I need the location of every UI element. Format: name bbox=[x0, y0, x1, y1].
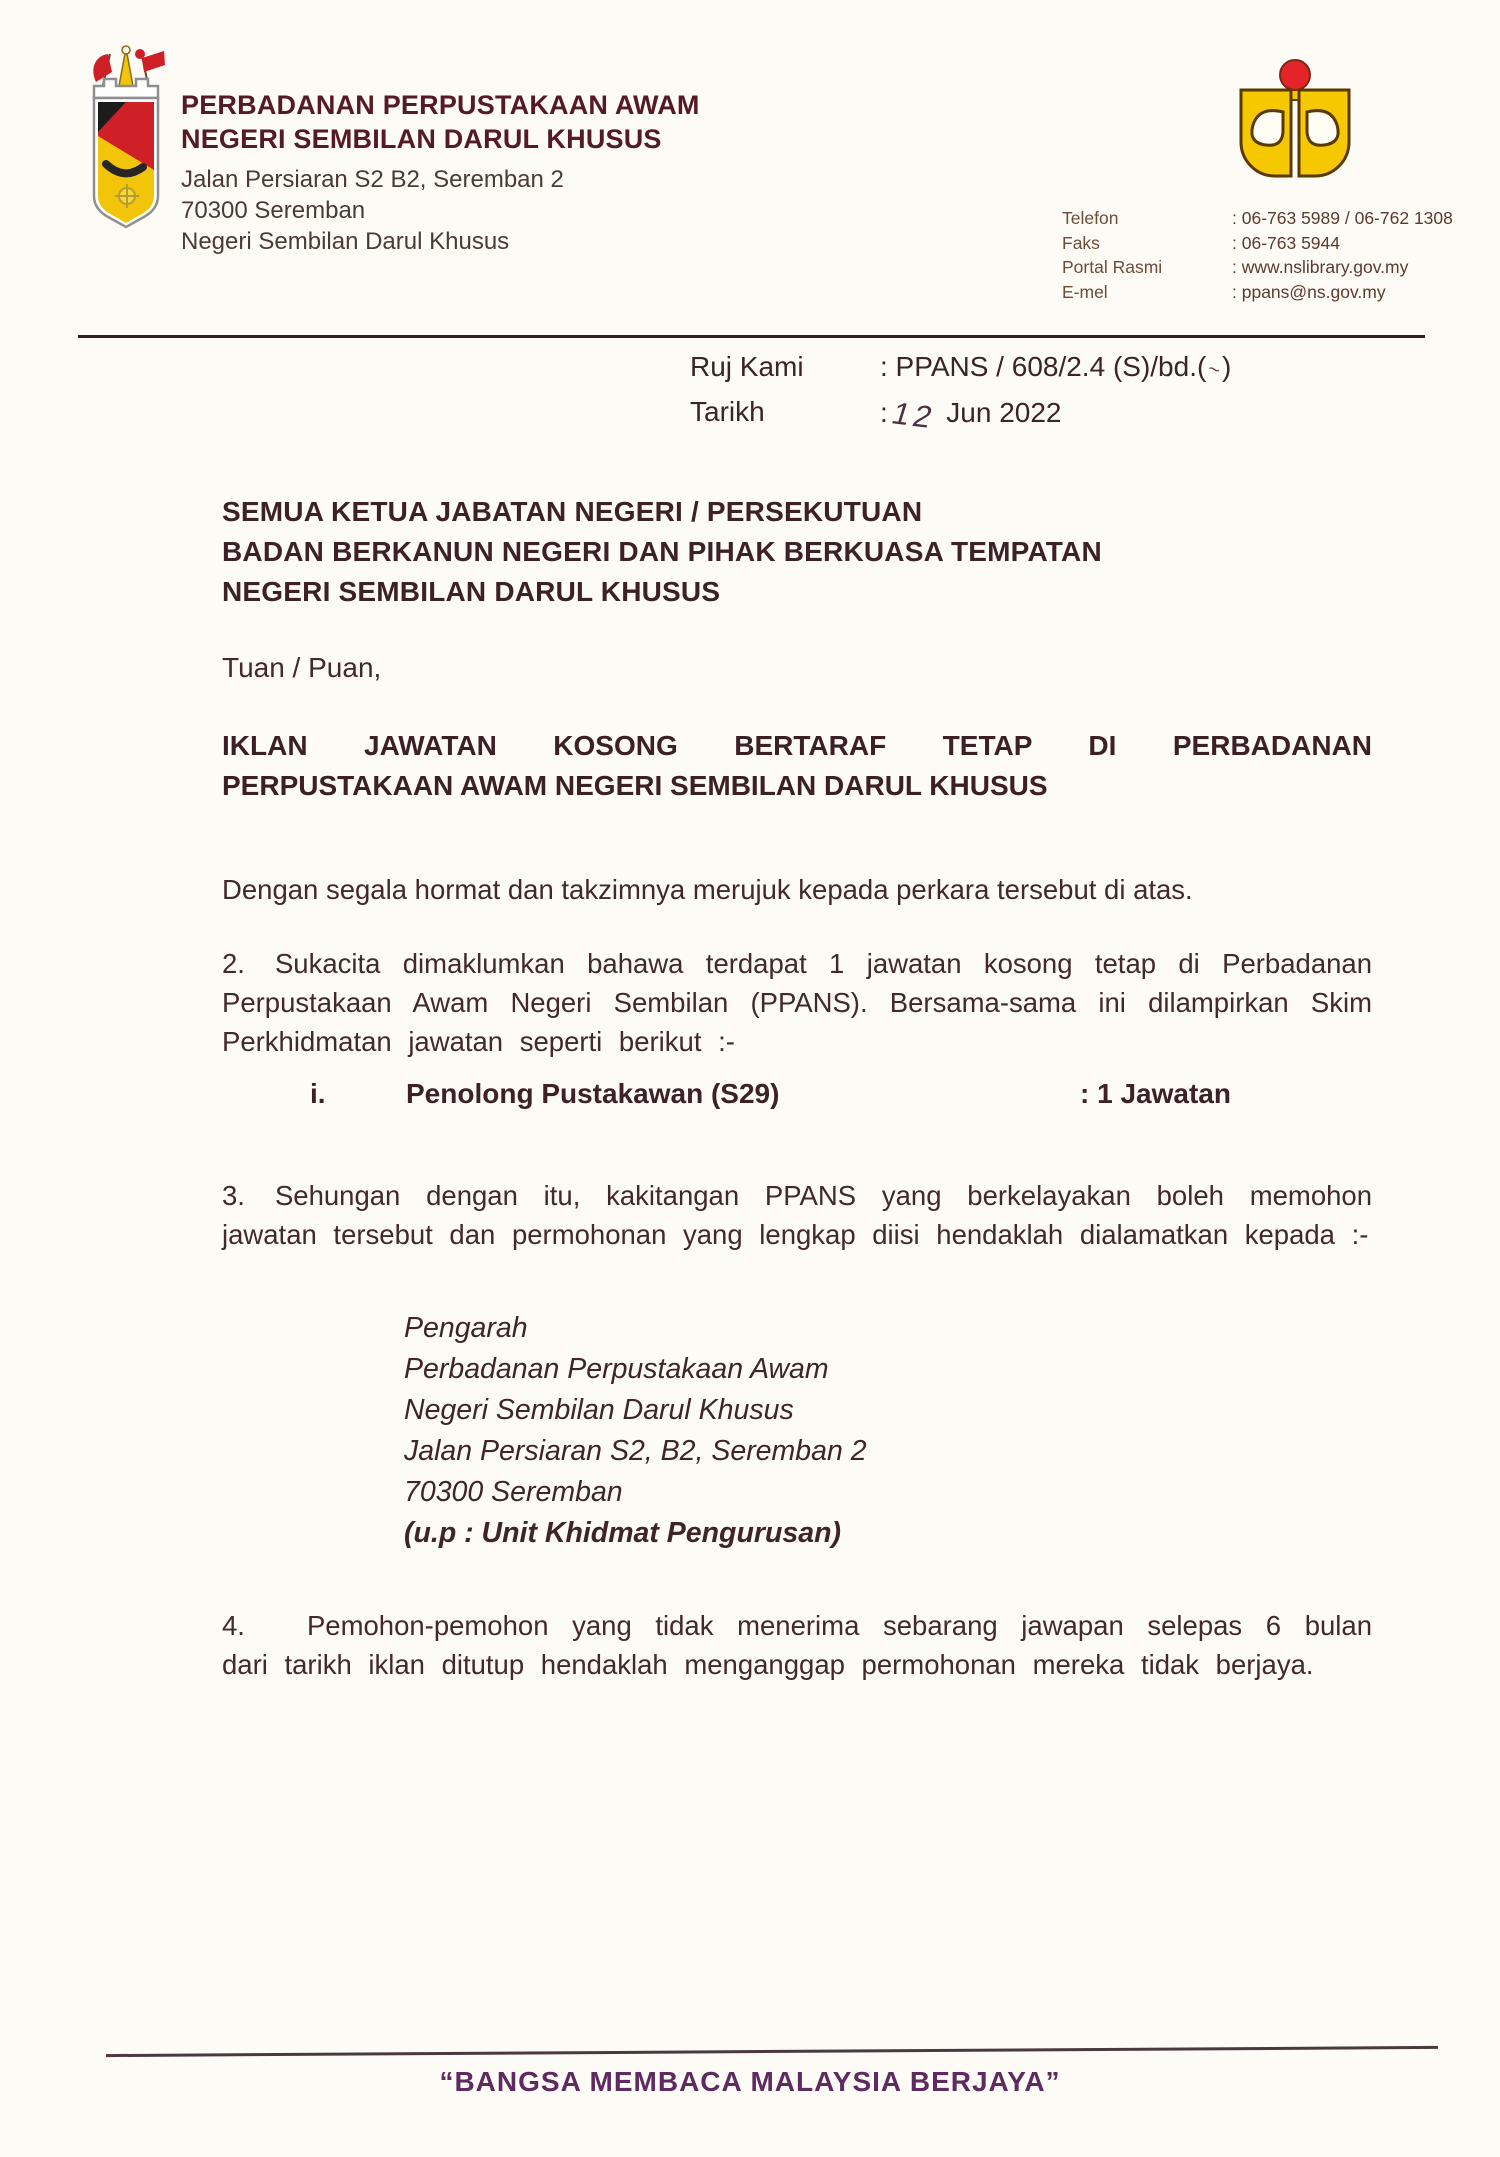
org-address-line2: 70300 Seremban bbox=[181, 197, 366, 224]
paragraph-3-number: 3. bbox=[222, 1179, 245, 1211]
subject-line2: PERPUSTAKAAN AWAM NEGERI SEMBILAN DARUL KHUSUS bbox=[222, 770, 1048, 801]
letterhead-divider-rule bbox=[78, 335, 1425, 338]
paragraph-3-text: Sehungan dengan itu, kakitangan PPANS yang berkelayakan boleh memohon jawatan tersebut dan permohonan yang lengkap diisi hendaklah dialamatkan kepada :- bbox=[222, 1179, 1372, 1250]
recipient-block bbox=[222, 492, 1102, 612]
reference-block bbox=[690, 346, 1231, 433]
subject-line1: IKLAN JAWATAN KOSONG BERTARAF TETAP DI PERBADANAN bbox=[222, 730, 1372, 761]
contact-label: Faks bbox=[1062, 232, 1100, 253]
paragraph-2 bbox=[222, 944, 1372, 1061]
vacancy-quota: : 1 Jawatan bbox=[1080, 1078, 1231, 1109]
paragraph-4 bbox=[222, 1606, 1372, 1684]
contact-value: : ppans@ns.gov.my bbox=[1232, 281, 1386, 302]
letterhead-org-block bbox=[181, 88, 700, 257]
vacancy-title: Penolong Pustakawan (S29) bbox=[406, 1078, 780, 1109]
negeri-sembilan-coat-of-arms-icon bbox=[70, 44, 182, 236]
address-line: Negeri Sembilan Darul Khusus bbox=[404, 1394, 794, 1426]
paragraph-2-text: Sukacita dimaklumkan bahawa terdapat 1 jawatan kosong tetap di Perbadanan Perpustakaan Awam Negeri Sembilan (PPANS). Bersama-sama ini dilampirkan Skim Perkhidmatan jawatan seperti berikut :- bbox=[222, 947, 1372, 1057]
paragraph-4-number: 4. bbox=[222, 1609, 245, 1641]
tarikh-value: :12 Jun 2022 bbox=[880, 391, 1231, 433]
contact-label: Telefon bbox=[1062, 208, 1119, 228]
contact-value: : www.nslibrary.gov.my bbox=[1232, 257, 1409, 277]
subject-heading bbox=[222, 726, 1372, 806]
org-name-line2: NEGERI SEMBILAN DARUL KHUSUS bbox=[181, 124, 662, 154]
paragraph-2-number: 2. bbox=[222, 947, 245, 979]
paragraph-4-text: Pemohon-pemohon yang tidak menerima sebarang jawapan selepas 6 bulan dari tarikh iklan ditutup hendaklah menganggap permohonan mereka tidak berjaya. bbox=[222, 1609, 1372, 1680]
address-line: Jalan Persiaran S2, B2, Seremban 2 bbox=[404, 1435, 867, 1467]
tarikh-label: Tarikh bbox=[690, 396, 765, 427]
recipient-line3: NEGERI SEMBILAN DARUL KHUSUS bbox=[222, 576, 721, 607]
org-address-line1: Jalan Persiaran S2 B2, Seremban 2 bbox=[181, 166, 564, 193]
vacancy-numeral: i. bbox=[310, 1078, 326, 1109]
paragraph-intro: Dengan segala hormat dan takzimnya merujuk kepada perkara tersebut di atas. bbox=[222, 873, 1193, 905]
contact-label: E-mel bbox=[1062, 281, 1108, 302]
ppans-library-logo-icon bbox=[1225, 50, 1365, 192]
recipient-line2: BADAN BERKANUN NEGERI DAN PIHAK BERKUASA TEMPATAN bbox=[222, 536, 1102, 567]
tarikh-handwritten-day: 12 bbox=[887, 395, 941, 435]
contact-value: : 06-763 5989 / 06-762 1308 bbox=[1232, 208, 1453, 228]
contact-label: Portal Rasmi bbox=[1062, 257, 1163, 277]
address-attention-line: (u.p : Unit Khidmat Pengurusan) bbox=[404, 1517, 841, 1549]
letterhead-contacts bbox=[1062, 206, 1453, 304]
address-line: Perbadanan Perpustakaan Awam bbox=[404, 1353, 829, 1385]
address-line: Pengarah bbox=[404, 1312, 528, 1344]
footer-slogan: “BANGSA MEMBACA MALAYSIA BERJAYA” bbox=[439, 2066, 1061, 2097]
footer-divider-rule bbox=[106, 2046, 1438, 2057]
paragraph-3 bbox=[222, 1176, 1372, 1254]
ruj-kami-value: : PPANS / 608/2.4 (S)/bd.(~) bbox=[880, 346, 1231, 391]
address-line: 70300 Seremban bbox=[404, 1476, 623, 1508]
salutation: Tuan / Puan, bbox=[222, 652, 382, 683]
contact-value: : 06-763 5944 bbox=[1232, 232, 1341, 253]
org-name-line1: PERBADANAN PERPUSTAKAAN AWAM bbox=[181, 90, 700, 120]
recipient-line1: SEMUA KETUA JABATAN NEGERI / PERSEKUTUAN bbox=[222, 496, 923, 527]
ruj-kami-label: Ruj Kami bbox=[690, 351, 804, 382]
org-address-line3: Negeri Sembilan Darul Khusus bbox=[181, 228, 510, 255]
ruj-handwritten-mark: ~ bbox=[1205, 357, 1223, 383]
application-address-block bbox=[404, 1308, 867, 1554]
